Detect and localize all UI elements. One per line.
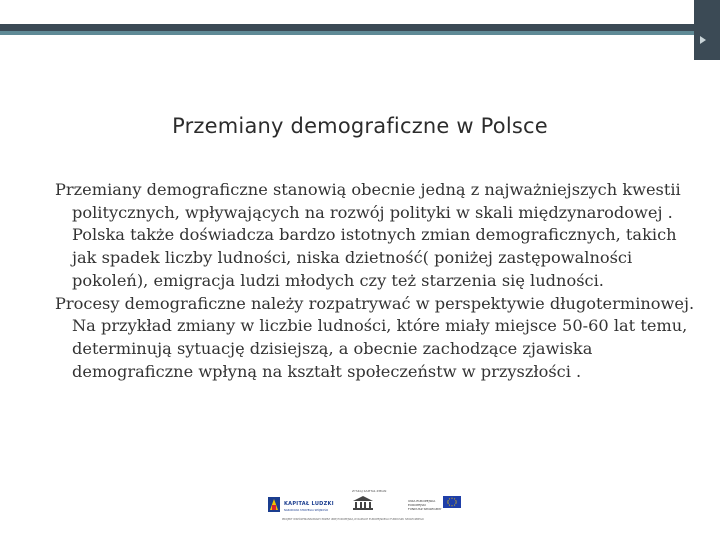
institution-building-icon <box>352 495 374 511</box>
eu-text-line-1: UNIA EUROPEJSKA <box>408 499 436 503</box>
kapital-ludzki-logo-icon <box>268 497 280 512</box>
paragraph-1: Przemiany demograficzne stanowią obecnie jedną z najważniejszych kwestii politycznych, wpływających na rozwój polityki w skali międzynarodowej . Polska także doświadcza bardzo istotnych zmian demograficznych, takich jak spadek liczby ludności, niska dzietność( poniżej zastępowalności pokoleń), emigracja ludzi młodych czy też starzenia się ludności. <box>55 180 681 290</box>
kapital-ludzki-sub: NARODOWA STRATEGIA SPÓJNOŚCI <box>284 509 329 512</box>
eu-text-block <box>408 499 441 511</box>
paragraph-2: Procesy demograficzne należy rozpatrywać w perspektywie długoterminowej. Na przykład zmiany w liczbie ludności, które miały miejsce 50-60 lat temu, determinują sytuację dzisiejszą, a obecnie zachodzące zjawiska demograficzne wpłyną na kształt społeczeństw w przyszłości . <box>55 293 695 381</box>
header-stripe-dark <box>0 24 720 31</box>
eu-flag-icon <box>443 496 461 508</box>
kapital-ludzki-label: KAPITAŁ LUDZKI <box>284 501 334 507</box>
header-stripe-teal <box>0 31 720 35</box>
slide-title: Przemiany demograficzne w Polsce <box>172 114 548 138</box>
top-band <box>0 0 720 24</box>
funding-logos-strip <box>262 485 467 525</box>
corner-block <box>694 0 720 60</box>
eu-text-line-3: FUNDUSZ SPOŁECZNY <box>408 507 442 511</box>
eu-text-line-2: EUROPEJSKI <box>408 503 426 507</box>
logos-footer-text: PROJEKT WSPÓŁFINANSOWANY PRZEZ UNIĘ EUROPEJSKĄ W RAMACH EUROPEJSKIEGO FUNDUSZU SPOŁECZNEGO <box>282 518 424 521</box>
slide-body <box>55 179 705 383</box>
corner-arrow-icon <box>700 36 706 44</box>
logos-top-caption: ZYSKAJ KAPITAŁ ZMIAN <box>352 489 387 493</box>
